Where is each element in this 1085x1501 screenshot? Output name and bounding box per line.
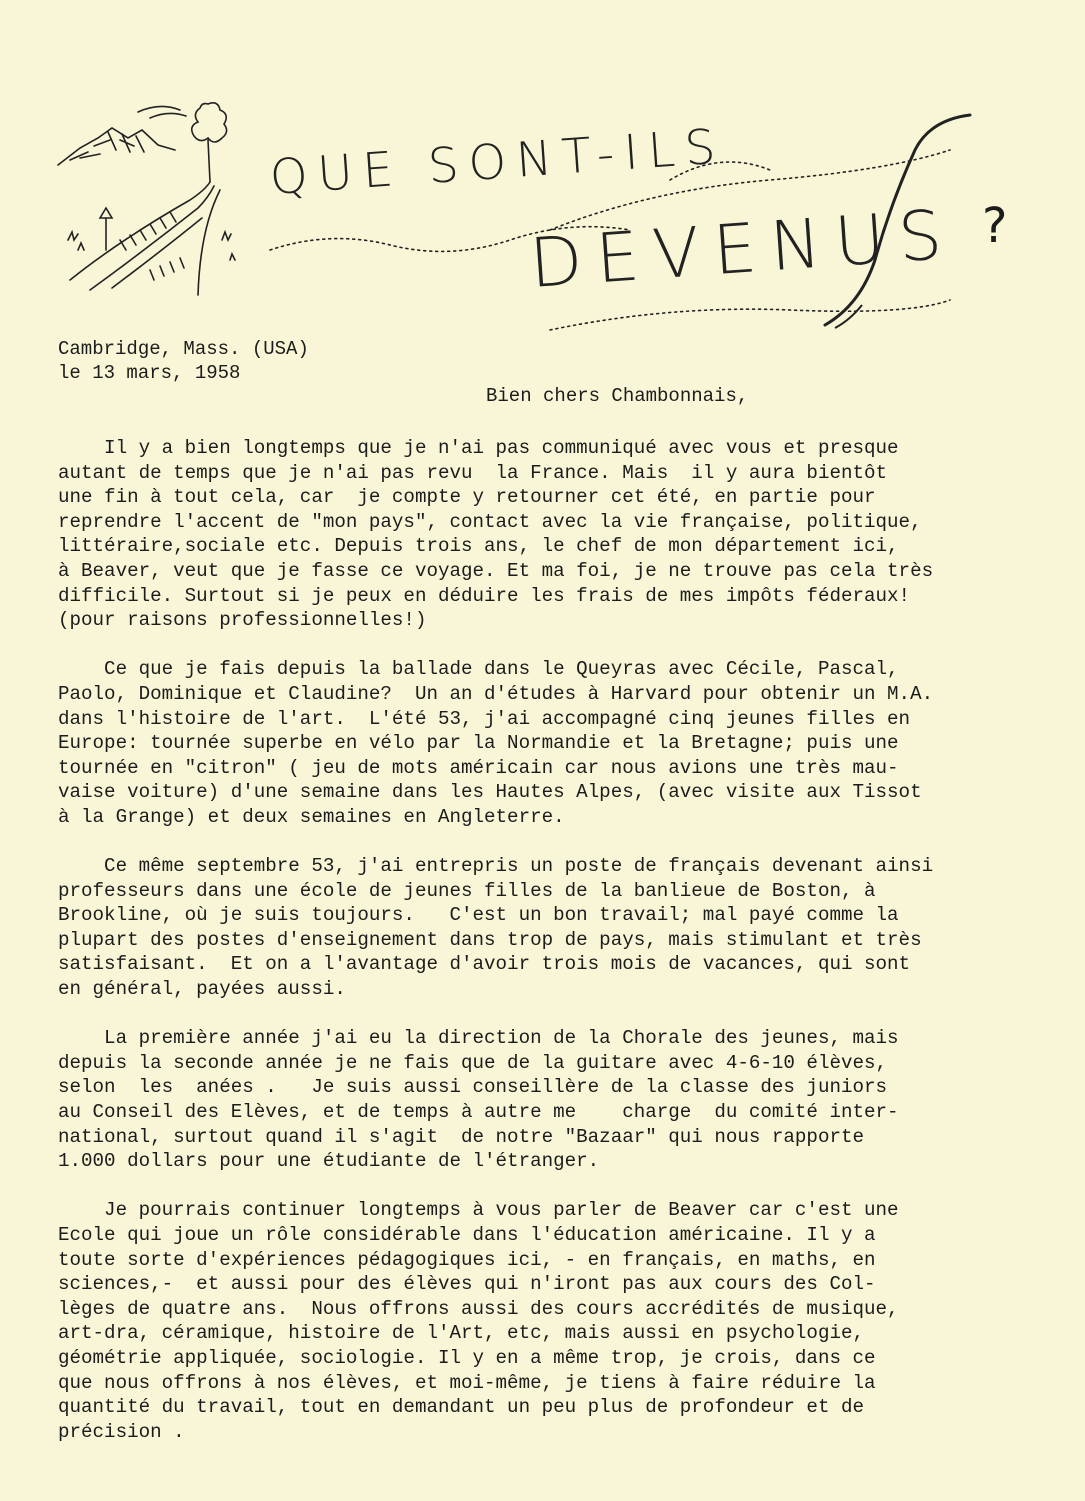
paragraph: Je pourrais continuer longtemps à vous parler de Beaver car c'est une Ecole qui joue un rôle considérable dans l'éducation américaine. Il y a toute sorte d'expériences pédagogiques ici, - en français, en maths, en sciences,- et aussi pour des élèves qui n'iront pas aux cours des Col- lèges de quatre ans. Nous offrons aussi des cours accrédités de musique, art-dra, céramique, histoire de l'Art, etc, mais aussi en psychologie, géométrie appliquée, sociologie. Il y en a même trop, je crois, dans ce que nous offrons à nos élèves, et moi-même, je tiens à faire réduire la quantité du travail, tout en demandant un peu plus de profondeur et de précision .	[58, 1199, 899, 1443]
letter-body	[58, 436, 1053, 1469]
paragraph: Ce que je fais depuis la ballade dans le Queyras avec Cécile, Pascal, Paolo, Dominique et Claudine? Un an d'études à Harvard pour obtenir un M.A. dans l'histoire de l'art. L'été 53, j'ai accompagné cinq jeunes filles en Europe: tournée superbe en vélo par la Normandie et la Bretagne; puis une tournée en "citron" ( jeu de mots américain car nous avions une très mau- vaise voiture) d'une semaine dans les Hautes Alpes, (avec visite aux Tissot à la Grange) et deux semaines en Angleterre.	[58, 658, 934, 828]
paragraph: La première année j'ai eu la direction de la Chorale des jeunes, mais depuis la seconde année je ne fais que de la guitare avec 4-6-10 élèves, selon les anées . Je suis aussi conseillère de la classe des juniors au Conseil des Elèves, et de temps à autre me charge du comité inter- national, surtout quand il s'agit de notre "Bazaar" qui nous rapporte 1.000 dollars pour une étudiante de l'étranger.	[58, 1027, 899, 1173]
letter-header	[58, 337, 309, 385]
paragraph: Il y a bien longtemps que je n'ai pas communiqué avec vous et presque autant de temps que je n'ai pas revu la France. Mais il y aura bientôt une fin à tout cela, car je compte y retourner cet été, en partie pour reprendre l'accent de "mon pays", contact avec la vie française, politique, littéraire,sociale etc. Depuis trois ans, le chef de mon département ici, à Beaver, veut que je fasse ce voyage. Et ma foi, je ne trouve pas cela très difficile. Surtout si je peux en déduire les frais de mes impôts féderaux! (pour raisons professionnelles!)	[58, 437, 934, 632]
letter-date: le 13 mars, 1958	[58, 362, 241, 384]
masthead-question-mark: ?	[982, 198, 1008, 254]
paragraph: Ce même septembre 53, j'ai entrepris un poste de français devenant ainsi professeurs dans une école de jeunes filles de la banlieue de Boston, à Brookline, où je suis toujours. C'est un bon travail; mal payé comme la plupart des postes d'enseignement dans trop de pays, mais stimulant et très satisfaisant. Et on a l'avantage d'avoir trois mois de vacances, qui sont en général, payées aussi.	[58, 855, 934, 1001]
masthead-title-line1: QUE SONT-ILS	[268, 118, 728, 206]
letter-salutation: Bien chers Chambonnais,	[486, 385, 749, 407]
masthead-title-line2: DEVENUS	[527, 195, 959, 304]
letter-place: Cambridge, Mass. (USA)	[58, 338, 309, 360]
mountain-road-illustration	[50, 90, 260, 310]
